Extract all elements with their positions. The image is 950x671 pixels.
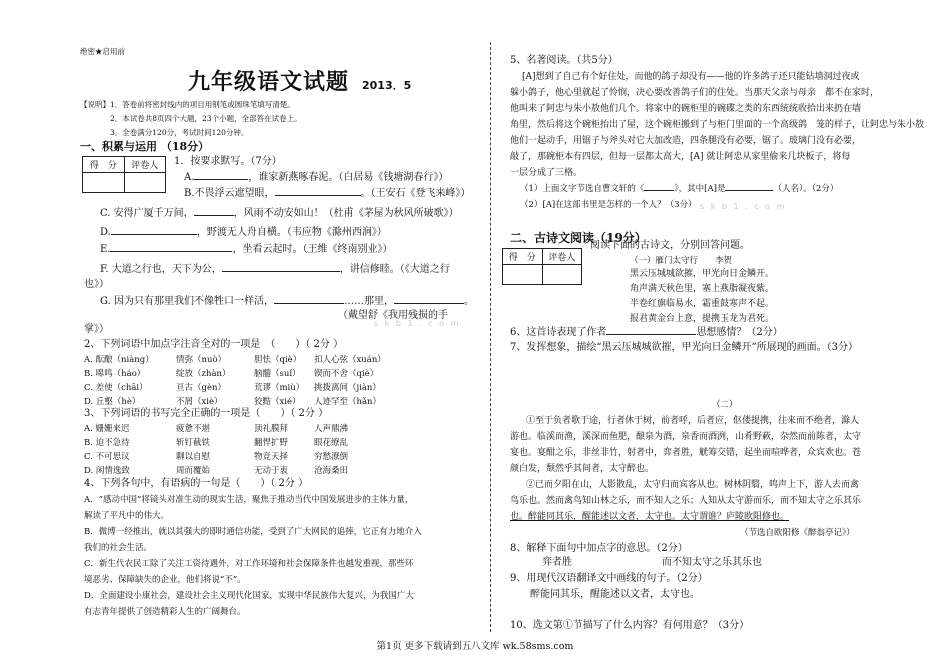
q8-a: 弈者胜 xyxy=(542,557,572,568)
q1d-label: D. xyxy=(100,227,111,238)
q8: 8、解释下面句中加点字的意思。（2分） xyxy=(510,543,688,554)
column-divider xyxy=(490,42,491,632)
q1b xyxy=(184,188,471,200)
q1f xyxy=(100,264,450,276)
q1c-source: ，风雨不动安如山！（杜甫《茅屋为秋风所破歌》） xyxy=(233,208,459,219)
q3d-3: 无动于衷 xyxy=(254,466,289,476)
q2d-4: 人迹罕至（hǎn） xyxy=(314,397,382,407)
q1a-text: ，谁家新燕啄春泥。（白居易《钱塘湖春行》） xyxy=(248,172,449,183)
q6 xyxy=(510,327,783,339)
q5-sub2: （2）[A]在这部书里是怎样的一个人？（3分） xyxy=(520,200,697,210)
q4-a-1: A．“感动中国”将镜头对准生动的现实生活，聚焦于推动当代中国发展进步的主体力量， xyxy=(84,495,414,505)
q1g xyxy=(100,296,474,308)
q5-passage-5: 他们一起动手，用锯子与斧头对它大加改造，四条腿没有必要，锯了。玻璃门没有必要， xyxy=(510,136,862,146)
poem-line-1: 黑云压城城欲摧，甲光向日金鳞开。 xyxy=(630,269,775,279)
q1b-source: 。（王安石《登飞来峰》） xyxy=(360,188,471,199)
watermark-2: s k b 1 . c o m xyxy=(700,202,787,211)
q5-sub1 xyxy=(520,183,838,195)
poem-title: （一）雁门太守行 李贺 xyxy=(630,256,733,266)
q4-d-1: D．全面建设小康社会，建设社会主义现代化国家，实现中华民族伟大复兴，为我国广大 xyxy=(84,591,414,601)
q1e xyxy=(100,244,392,256)
q5-book-blank[interactable] xyxy=(644,190,674,191)
prose-line-5: ②已而夕阳在山，人影散乱，太守归而宾客从也。树林阴翳，鸣声上下，游人去而禽 xyxy=(526,480,860,490)
prose-line-4: 颜白发，颓然乎其间者，太守醉也。 xyxy=(510,464,655,474)
q9-a: 醉能同其乐，醒能述以文者，太守也。 xyxy=(530,589,700,600)
score-box-2 xyxy=(502,248,582,285)
q2b-4: 锲而不舍（qiè） xyxy=(314,369,379,379)
q4-prompt: 4、下列各句中，有语病的一句是（ ）（ 2分 ） xyxy=(84,478,309,489)
q7: 7、发挥想象，描绘“黑云压城城欲摧，甲光向日金鳞开”所展现的画面。（3分） xyxy=(510,342,858,353)
prose-source: （节选自欧阳修《醉翁亭记》） xyxy=(740,528,855,538)
q3b-2: 斩钉截铁 xyxy=(176,438,211,448)
q10: 10、选文第①节描写了什么内容？有何用意？（3分） xyxy=(510,620,750,631)
q1e-text: ，坐看云起时。（王维《终南别业》） xyxy=(232,244,393,255)
q3-prompt: 3、下列词语的书写完全正确的一项是（ ）（ 2分 ） xyxy=(84,408,329,419)
q3c-1: C. 不可思议 xyxy=(84,452,130,462)
q5-passage-1: [A]想到了自己有个好住处，而他的鸽子却没有——他的许多鸽子还只能钻墙洞过夜或 xyxy=(522,72,860,82)
q6-pre: 6、这首诗表现了作者 xyxy=(510,327,607,338)
grader-label: 评卷人 xyxy=(124,157,166,173)
q1c-blank[interactable] xyxy=(194,215,234,216)
q1a-blank[interactable] xyxy=(194,179,248,180)
q5-passage-7: 一层分成了三格。 xyxy=(510,168,583,178)
q3b-1: B. 迫不急待 xyxy=(84,438,130,448)
q3c-4: 穷愁潦倒 xyxy=(314,452,349,462)
grader-cell[interactable] xyxy=(124,173,166,193)
q1f-cont: 也》） xyxy=(84,279,109,290)
q1d-text: ，野渡无人舟自横。（韦应物《滁州西涧》） xyxy=(196,227,387,238)
q3d-2: 周而覆始 xyxy=(176,466,211,476)
q1g-blank-2[interactable] xyxy=(394,303,464,304)
prose-line-1: ①至于负者歌于途，行者休于树，前者呼，后者应，伛偻提携，往来而不绝者，滁人 xyxy=(526,416,860,426)
q9: 9、用现代汉语翻译文中画线的句子。（2分） xyxy=(510,573,708,584)
q4-c-1: C．新生代农民工除了关注工资待遇外，对工作环境和社会保障条件也越发重视，那些环 xyxy=(84,559,414,569)
prose-line-7: 也。醉能同其乐，醒能述以文者，太守也。太守谓谁？庐陵欧阳修也。 xyxy=(510,512,790,522)
q4-c-2: 境恶劣、保障缺失的企业，他们将说“不”。 xyxy=(84,575,246,585)
q1d-blank[interactable] xyxy=(111,234,197,235)
q1a xyxy=(184,172,448,184)
q3a-1: A. 姗姗来迟 xyxy=(84,424,130,434)
poem-line-3: 半卷红旗临易水，霜重鼓寒声不起。 xyxy=(630,299,775,309)
q3d-4: 沧海桑田 xyxy=(314,466,349,476)
q2c-3: 荒谬（miù） xyxy=(254,383,305,393)
q4-a-2: 解读了平凡中的伟大。 xyxy=(84,511,170,521)
q1g-text: G. 因为只有那里我们不像牲口一样活， xyxy=(100,296,274,307)
q1-prompt: 1．按要求默写。（7分） xyxy=(174,156,282,167)
q1e-label: E. xyxy=(100,244,111,255)
q1b-blank[interactable] xyxy=(275,195,361,196)
q1f-blank[interactable] xyxy=(222,271,340,272)
q3a-3: 顶礼膜拜 xyxy=(254,424,289,434)
score-cell[interactable] xyxy=(83,173,125,193)
secret-label: 绝密★启用前 xyxy=(80,47,125,56)
grader-cell-2[interactable] xyxy=(542,265,582,285)
poem-line-2: 角声满天秋色里，塞上燕脂凝夜紫。 xyxy=(630,284,775,294)
q2a-3: 胆怯（qiè） xyxy=(254,355,302,365)
prose-line-6: 鸟乐也。然而禽鸟知山林之乐，而不知人之乐；人知从太守游而乐，而不知太守之乐其乐 xyxy=(510,496,862,506)
q1c xyxy=(100,208,459,220)
q2c-1: C. 差使（chāi） xyxy=(84,383,148,393)
q5-passage-4: 角里，然后将这个碗柜抬出了屋，这个碗柜搬到了与柜门里面的一个高级鸽 笼的样子，让阿忠与朱小敖 xyxy=(510,120,925,130)
q1g-end: 。 xyxy=(464,296,474,307)
q2d-3: 狡黠（xié） xyxy=(254,397,301,407)
q1c-text: C. 安得广厦千万间， xyxy=(100,208,194,219)
section2-intro: 阅读下面的古诗文，分别回答问题。 xyxy=(590,240,750,251)
section1-heading: 一、积累与运用 （18分） xyxy=(80,140,210,153)
score-cell-2[interactable] xyxy=(503,265,543,285)
instruction-2: 2．本试卷共8页四个大题，23个小题，全部答在试卷上。 xyxy=(110,114,302,123)
q6-blank[interactable] xyxy=(606,334,696,335)
q3b-3: 翻悍扩野 xyxy=(254,438,289,448)
prose-line-3: 宴也。宴酣之乐，非丝非竹，射者中，弈者胜，觥筹交错，起坐而喧哗者，众宾欢也。苍 xyxy=(510,448,862,458)
q3d-1: D. 闲情逸致 xyxy=(84,466,130,476)
poem-line-4: 报君黄金台上意，提携玉龙为君死。 xyxy=(630,314,775,324)
q5-passage-2: 躲小鸽子，他心里就起了怜悯，决心要改善鸽子们的住处。当那天父亲与母亲 都不在家时， xyxy=(510,88,880,98)
q1g-blank-1[interactable] xyxy=(274,303,344,304)
instruction-3: 3．全卷满分120分，考试时间120分钟。 xyxy=(110,128,249,137)
q1g-source: （戴望舒《我用残损的手 xyxy=(338,310,448,321)
section2-heading: 二、古诗文阅读（19分） xyxy=(510,231,647,245)
exam-date: 2013．5 xyxy=(362,79,412,92)
q5-sub1-mid: 》，其中[A]是 xyxy=(674,184,726,194)
q2a-1: A. 酝酿（niàng） xyxy=(84,355,154,365)
q2d-2: 不屑（xiè） xyxy=(176,397,223,407)
q1b-text: 不畏浮云遮望眼， xyxy=(194,188,275,199)
q1e-blank[interactable] xyxy=(110,251,232,252)
q5-heading: 5、名著阅读。（共5分） xyxy=(510,55,618,66)
q2b-3: 脑髓（suǐ） xyxy=(254,369,301,379)
q3a-4: 人声鼎沸 xyxy=(314,424,349,434)
score-box-1 xyxy=(82,156,166,193)
q4-b-1: B．微博一经推出，就以其强大的即时通信功能，受到了广大网民的追捧，它正有力地介入 xyxy=(84,527,422,537)
q2d-1: D. 丘壑（hè） xyxy=(84,397,141,407)
watermark-1: s k b 1 . c o m xyxy=(374,319,461,328)
q3c-2: 聊以自慰 xyxy=(176,452,211,462)
q2c-4: 挑拨离间（jiàn） xyxy=(314,383,381,393)
q4-b-2: 我们的社会生活。 xyxy=(84,543,153,553)
score-label: 得 分 xyxy=(83,157,125,173)
q1a-label: A. xyxy=(184,172,195,183)
q5-name-blank[interactable] xyxy=(725,190,773,191)
part2-label: （二） xyxy=(712,400,738,410)
q1g-source-cont: 掌》） xyxy=(84,324,109,335)
q2b-1: B. 嗥鸣（háo） xyxy=(84,369,146,379)
q3b-4: 眼花缭乱 xyxy=(314,438,349,448)
q2c-2: 亘古（gèn） xyxy=(176,383,226,393)
instruction-1: 【说明】1．答卷前将密封线内的项目用钢笔或圆珠笔填写清楚。 xyxy=(80,100,295,109)
q2b-2: 绽放（zhàn） xyxy=(176,369,231,379)
prose-line-2: 游也。临溪而渔，溪深而鱼肥，酿泉为酒，泉香而酒洌，山肴野蔌，杂然而前陈者，太守 xyxy=(510,432,862,442)
exam-title: 九年级语文试题 xyxy=(188,70,350,95)
q6-post: 思想感情？（2分） xyxy=(696,327,783,338)
q4-d-2: 有志青年提供了创造精彩人生的广阔舞台。 xyxy=(84,607,246,617)
q5-passage-3: 他叫来了阿忠与朱小敖他们几个。将家中的碗柜里的碗碟之类的东西统统收拾出来扔在墙 xyxy=(510,104,862,114)
q1b-label: B. xyxy=(184,188,195,199)
grader-label-2: 评卷人 xyxy=(542,249,582,265)
q5-sub1-post: （人名）。（2分） xyxy=(773,184,839,194)
q1g-mid: ……那里， xyxy=(344,296,394,307)
q1f-text: F. 大道之行也，天下为公， xyxy=(100,264,222,275)
q3c-3: 物竞天择 xyxy=(254,452,289,462)
q2a-4: 扣人心弦（xuán） xyxy=(314,355,386,365)
q2a-2: 情弥（nuò） xyxy=(176,355,227,365)
page-footer: 第1页 更多下载请到五八文库 wk.58sms.com xyxy=(376,641,574,652)
q5-passage-6: 敲了，那碗柜本有四层，但每一层都太高大，[A] 就让阿忠从家里偷来几块板子，将每 xyxy=(510,152,851,162)
q8-b: 而不知太守之乐其乐也 xyxy=(662,557,762,568)
q1d xyxy=(100,227,387,239)
q2-prompt: 2、下列词语中加点字注音全对的一项是 （ ）（ 2分 ） xyxy=(84,339,344,350)
score-label-2: 得 分 xyxy=(503,249,543,265)
q3a-2: 疲惫不堪 xyxy=(176,424,211,434)
q5-sub1-pre: （1）上面文字节选自曹文轩的《 xyxy=(520,184,645,194)
q1f-source: ，讲信修睦。（《大道之行 xyxy=(339,264,450,275)
